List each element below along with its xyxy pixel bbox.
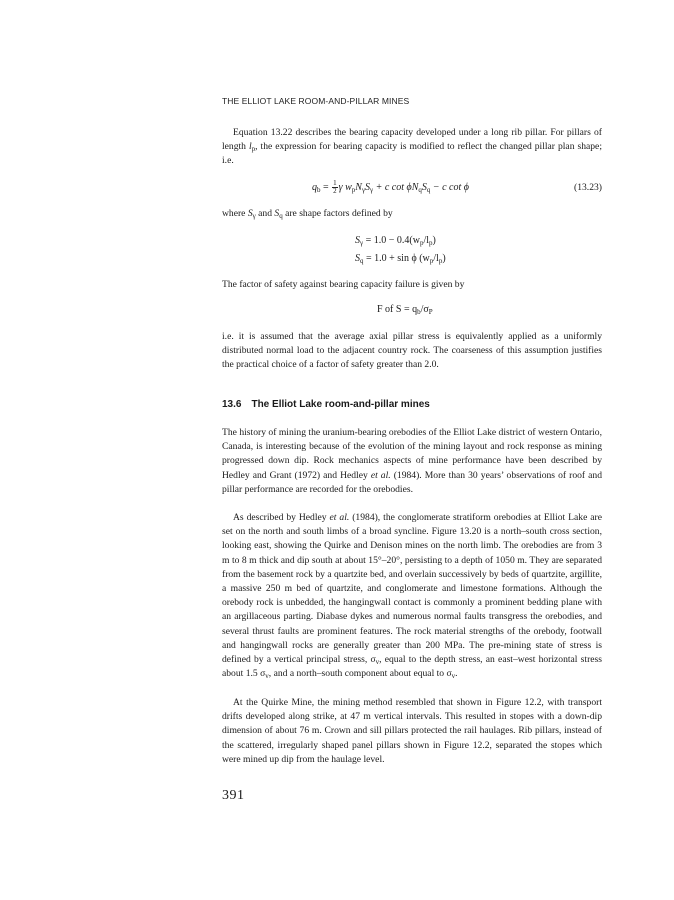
intro-text-a: Equation 13.22 describes the bearing capacity developed under a long rib pillar. For pillars of length [222, 127, 602, 153]
one-half-fraction: $\frac{1}{2}$ [333, 179, 337, 195]
fos-intro: The factor of safety against bearing capacity failure is given by [222, 279, 465, 290]
shape-factor-s-gamma: $S_\gamma = 1.0 - 0.4(w_p/l_p)$ [355, 235, 436, 247]
section-heading [222, 399, 430, 410]
equation-number: (13.23) [574, 182, 602, 193]
intro-var: l [248, 141, 252, 153]
intro-paragraph [222, 126, 602, 169]
section-number: 13.6 [222, 399, 242, 410]
factor-of-safety-equation: F of $S = q_b/\sigma_P$ [377, 304, 433, 316]
intro-text-b: , the expression for bearing capacity is modified to reflect the changed pillar plan shape; i.e. [222, 141, 602, 167]
page-number: 391 [222, 788, 245, 803]
bearing-capacity-equation: $q_b$ = $\frac{1}{2}$ γ $w_pN_\gamma S_\gamma + c$ $\cot \phi N_qS_q - c$ cot ϕ [312, 179, 469, 195]
body-paragraph-1: The history of mining the uranium-bearing orebodies of the Elliot Lake district of western Ontario, Canada, is interesting because of the evolution of the mining layout and rock response as mining progressed down dip. Rock mechanics aspects of mine performance have been described by Hedley and Grant (1972) and Hedley et al. (1984). More than 30 years’ observations of roof and pillar performance are recorded for the orebodies. [222, 427, 603, 495]
fos-paragraph: i.e. it is assumed that the average axial pillar stress is equivalently applied as a uniformly distributed normal load to the adjacent country rock. The coarseness of this assumption justifies the practical choice of a factor of safety greater than 2.0. [222, 331, 602, 371]
shape-factor-s-q: $S_q = 1.0 + \sin \phi$ $(w_p/l_p)$ [355, 253, 446, 265]
body-paragraph-2: As described by Hedley et al. (1984), the conglomerate stratiform orebodies at Elliot Lake are set on the north and south limbs of a broad syncline. Figure 13.20 is a north–south cross section, looking east, showing the Quirke and Denison mines on the north limb. The orebodies are from 3 m to 8 m thick and dip south at about 15°–20°, persisting to a depth of 1050 m. They are separated from the basement rock by a quartzite bed, and overlain successively by beds of quartzite, argillite, a massive 250 m bed of quartzite, and conglomerate and limestone formations. Although the orebody rock is unbedded, the hangingwall contact is commonly a prominent bedding plane with an argillaceous parting. Diabase dykes and numerous normal faults transgress the orebodies, and several thrust faults are prominent features. The rock material strengths of the orebody, footwall and hangingwall rocks are generally greater than 200 MPa. The pre-mining state of stress is defined by a vertical principal stress, $\sigma_v$, equal to the depth stress, an east–west horizontal stress about 1.5 $\sigma_v$, and a north–south component about equal to $\sigma_v$. [222, 512, 603, 681]
running-head: THE ELLIOT LAKE ROOM-AND-PILLAR MINES [222, 96, 410, 106]
body-paragraph-3: At the Quirke Mine, the mining method resembled that shown in Figure 12.2, with transport drifts developed along strike, at 47 m vertical intervals. This resulted in stopes with a down-dip dimension of about 76 m. Crown and sill pillars protected the rail haulages. Rib pillars, instead of the scattered, irregularly shaped panel pillars shown in Figure 12.2, separated the stopes which were mined up dip from the haulage level. [222, 697, 602, 765]
where-line: where $S_\gamma$ and $S_q$ are shape factors defined by [222, 208, 393, 220]
section-title: The Elliot Lake room-and-pillar mines [251, 399, 430, 410]
intro-var-sub: p [251, 145, 256, 154]
